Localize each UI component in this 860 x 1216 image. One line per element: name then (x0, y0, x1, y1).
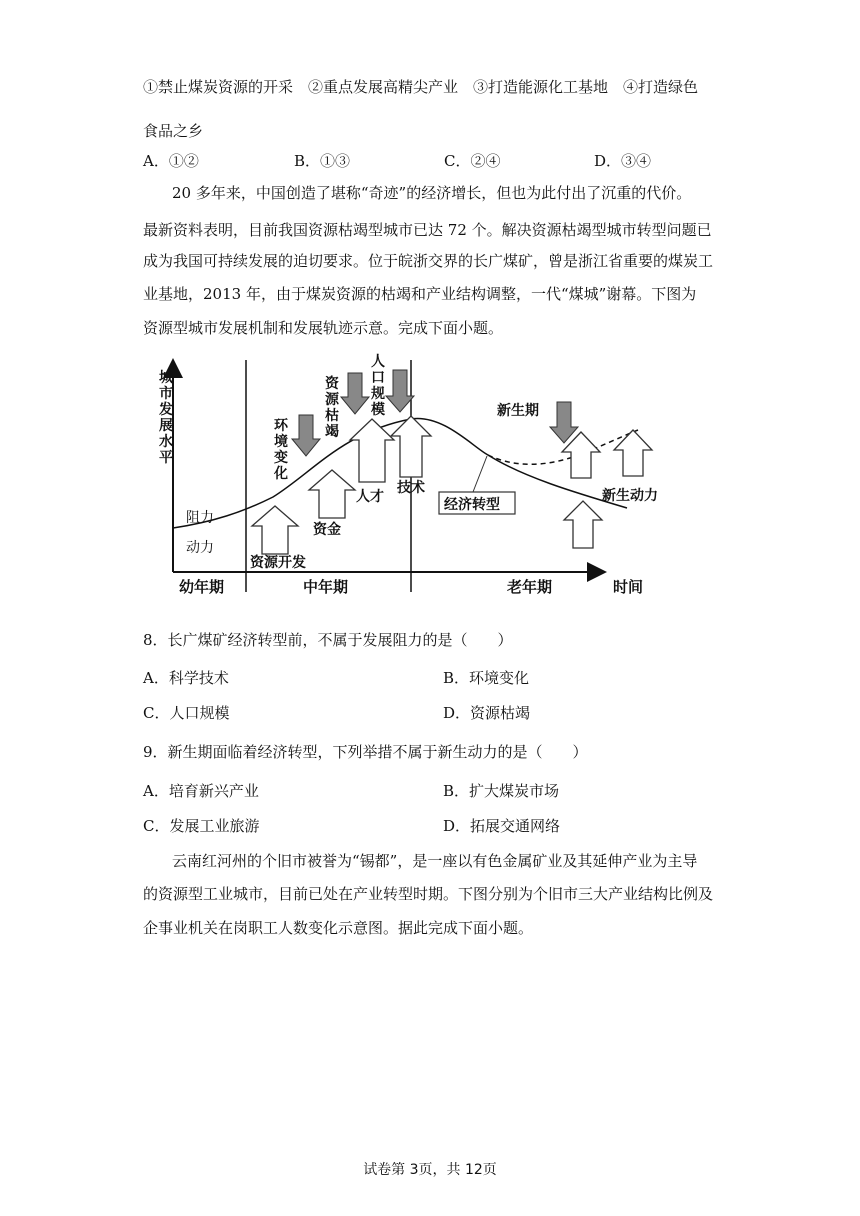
label-resource-depletion: 资源枯竭 (325, 376, 339, 440)
label-rebirth-period: 新生期 (497, 403, 539, 419)
driving-label: 动力 (186, 540, 214, 556)
label-new-driving: 新生动力 (602, 488, 658, 504)
label-capital: 资金 (313, 522, 341, 538)
passage1-line-5: 资源型城市发展机制和发展轨迹示意。完成下面小题。 (143, 319, 504, 337)
q9-stem: 9．新生期面临着经济转型，下列举措不属于新生动力的是（ ） (143, 743, 588, 761)
label-population: 人口规模 (371, 354, 385, 418)
passage1-line-3: 成为我国可持续发展的迫切要求。位于皖浙交界的长广煤矿，曾是浙江省重要的煤炭工 (143, 252, 714, 270)
passage1-line-2: 最新资料表明，目前我国资源枯竭型城市已达 72 个。解决资源枯竭型城市转型问题已 (143, 221, 712, 239)
passage1-line-4: 业基地，2013 年，由于煤炭资源的枯竭和产业结构调整，一代“煤城”谢幕。下图为 (143, 285, 697, 303)
development-diagram (143, 352, 695, 600)
arrow-new-3 (614, 430, 652, 476)
q8-option-b: B．环境变化 (443, 669, 530, 687)
q9-option-b: B．扩大煤炭市场 (443, 782, 560, 800)
stage-young: 幼年期 (179, 578, 225, 596)
passage2-line-1: 云南红河州的个旧市被誉为“锡都”，是一座以有色金属矿业及其延伸产业为主导 (172, 852, 698, 870)
resistance-label: 阻力 (186, 510, 214, 526)
stage-old: 老年期 (507, 578, 553, 596)
passage2-line-2: 的资源型工业城市，目前已处在产业转型时期。下图分别为个旧市三大产业结构比例及 (143, 885, 714, 903)
q9-option-d: D．拓展交通网络 (443, 817, 561, 835)
question-options-line: ①禁止煤炭资源的开采 ②重点发展高精尖产业 ③打造能源化工基地 ④打造绿色 (143, 78, 699, 96)
label-economic-transform: 经济转型 (444, 497, 500, 513)
arrow-resource-depletion (341, 373, 369, 414)
choice-c: C．②④ (444, 152, 501, 170)
q8-option-a: A．科学技术 (143, 669, 229, 687)
label-resource-dev: 资源开发 (250, 555, 306, 571)
label-env-change: 环境变化 (274, 418, 288, 482)
stage-middle: 中年期 (303, 578, 349, 596)
arrow-population (386, 370, 414, 412)
label-talent: 人才 (356, 489, 384, 505)
q9-option-c: C．发展工业旅游 (143, 817, 260, 835)
q8-stem: 8．长广煤矿经济转型前，不属于发展阻力的是（ ） (143, 631, 513, 649)
x-axis-label: 时间 (613, 578, 644, 596)
arrow-new-1 (564, 501, 602, 548)
q8-option-d: D．资源枯竭 (443, 704, 531, 722)
page-footer: 试卷第 3页，共 12页 (363, 1162, 497, 1178)
y-axis-label: 城市发展水平 (159, 370, 173, 466)
arrow-env-change (292, 415, 320, 456)
choice-b: B．①③ (294, 152, 351, 170)
arrow-technology (391, 416, 431, 477)
transform-pointer (473, 456, 487, 492)
arrow-capital (309, 470, 355, 518)
q9-option-a: A．培育新兴产业 (143, 782, 259, 800)
passage1-line-1: 20 多年来，中国创造了堪称“奇迹”的经济增长，但也为此付出了沉重的代价。 (172, 184, 692, 202)
q8-option-c: C．人口规模 (143, 704, 230, 722)
arrow-resource-dev (252, 506, 298, 554)
arrow-rebirth (550, 402, 578, 443)
choice-d: D．③④ (594, 152, 652, 170)
question-options-wrap: 食品之乡 (143, 122, 204, 140)
passage2-line-3: 企事业机关在岗职工人数变化示意图。据此完成下面小题。 (143, 919, 534, 937)
choice-a: A．①② (143, 152, 199, 170)
arrow-talent (350, 419, 394, 482)
label-technology: 技术 (397, 480, 425, 496)
